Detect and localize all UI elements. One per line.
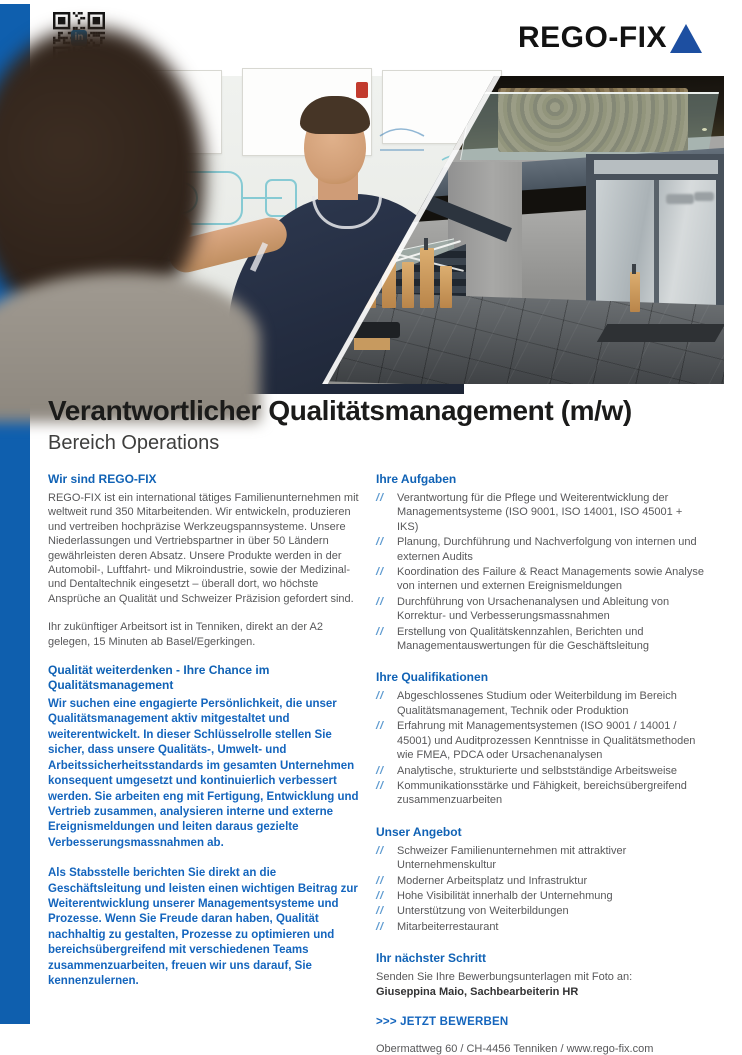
list-item <box>376 764 704 778</box>
bullet-text: Kommunikationsstärke und Fähigkeit, bereichsübergreifend zusammenzuarbeiten <box>397 779 687 807</box>
pitch-text: Wir suchen eine engagierte Persönlichkeit, die unser Qualitätsmanagement aktiv mitgestaltet und weiterentwickelt. In dieser Schlüsselrolle stellen Sie sicher, dass unsere Qualitäts-, Umwelt- und Arbeitssicherheitsstandards im gesamten Unternehmen konsequent umgesetzt und kontinuierlich verbessert werden. Sie arbeiten eng mit Fertigung, Entwicklung und Vertrieb zusammen, analysieren interne und externe Ereignismeldungen und leiten daraus gezielte Verbesserungsmassnahmen ab. <box>48 698 359 849</box>
bullet-marker: // <box>376 536 385 549</box>
offer-list <box>376 844 704 934</box>
column-right <box>376 472 704 1055</box>
bullet-marker: // <box>376 889 385 902</box>
list-item <box>376 625 704 654</box>
bullet-text: Verantwortung für die Pflege und Weiterentwicklung der Managementsysteme (ISO 9001, ISO 14001, ISO 45001 + IKS) <box>397 492 683 533</box>
section-next-step <box>376 951 704 999</box>
bullet-marker: // <box>376 566 385 579</box>
bullet-marker: // <box>376 905 385 918</box>
company-address: Obermattweg 60 / CH-4456 Tenniken / www.rego-fix.com <box>376 1042 654 1055</box>
wooden-pedestal <box>440 266 452 308</box>
wooden-pedestal <box>420 248 434 308</box>
photo-collage <box>30 76 724 384</box>
bullet-marker: // <box>376 690 385 703</box>
section-title-next-step: Ihr nächster Schritt <box>376 951 487 966</box>
wooden-pedestal <box>402 262 414 308</box>
bullet-text: Abgeschlossenes Studium oder Weiterbildung im Bereich Qualitätsmanagement, Technik oder Produktion <box>397 690 677 717</box>
closing-text: Als Stabsstelle berichten Sie direkt an die Geschäftsleitung und leisten einen wichtigen Beitrag zur Weiterentwicklung unserer Managementsysteme und Prozesse. Wenn Sie Freude daran haben, Qualität nachhaltig zu gestalten, Prozesse zu optimieren und bereichsübergreifend mit verschiedenen Teams zusammenzuarbeiten, freuen wir uns darauf, Sie kennenzulernen. <box>48 867 358 987</box>
bullet-text: Erfahrung mit Managementsystemen (ISO 9001 / 14001 / 45001) und Auditprozessen Kenntnisse in Qualitätsmethoden wie FMEA, PDCA oder Ursachenanalysen <box>397 720 696 762</box>
page-subtitle: Bereich Operations <box>48 432 220 454</box>
parked-car <box>694 192 714 201</box>
section-title-chance: Qualität weiterdenken - Ihre Chance im Qualitätsmanagement <box>48 663 270 693</box>
wooden-pedestal <box>630 272 640 312</box>
stool-leg <box>354 338 390 350</box>
list-item <box>376 920 704 934</box>
door-transom <box>594 160 718 174</box>
bullet-marker: // <box>376 764 385 777</box>
list-item <box>376 889 704 903</box>
list-item <box>376 689 704 718</box>
bullet-text: Mitarbeiterrestaurant <box>397 920 499 933</box>
upper-glass-balustrade <box>460 92 719 160</box>
qualifications-list <box>376 689 704 807</box>
content-columns <box>48 472 704 1055</box>
list-item <box>376 844 704 873</box>
bullet-text: Unterstützung von Weiterbildungen <box>397 905 569 918</box>
section-offer <box>376 825 704 934</box>
column-left <box>48 472 360 1055</box>
section-title-offer: Unser Angebot <box>376 824 462 839</box>
logo-triangle-icon <box>670 24 702 53</box>
section-title-about: Wir sind REGO-FIX <box>48 472 157 486</box>
list-item <box>376 904 704 918</box>
list-item <box>376 779 704 808</box>
page-title: Verantwortlicher Qualitätsmanagement (m/w) <box>48 395 632 426</box>
door-divider <box>654 180 659 322</box>
tasks-list <box>376 491 704 653</box>
apply-now-link[interactable]: >>> JETZT BEWERBEN <box>376 1015 509 1028</box>
bullet-marker: // <box>376 779 385 792</box>
bullet-marker: // <box>376 492 385 504</box>
bullet-text: Moderner Arbeitsplatz und Infrastruktur <box>397 874 588 887</box>
bullet-text: Analytische, strukturierte und selbstständige Arbeitsweise <box>397 764 678 777</box>
application-instruction: Senden Sie Ihre Bewerbungsunterlagen mit Foto an: <box>376 971 633 984</box>
section-tasks <box>376 472 704 653</box>
bullet-marker: // <box>376 874 385 887</box>
logo-text: REGO-FIX <box>517 21 667 54</box>
bullet-marker: // <box>376 720 385 733</box>
section-qualifications <box>376 670 704 807</box>
list-item <box>376 719 704 762</box>
about-text: REGO-FIX ist ein international tätiges Familienunternehmen mit weltweit rund 350 Mitarbeitenden. Wir entwickeln, produzieren und vertreiben hochpräzise Werkzeugspannsysteme. Unsere Niederlassungen und Vertriebspartner in über 50 Ländern gewährleisten deren Absatz. Unsere Produkte werden in der Automobil-, Luftfahrt- und Mikroindustrie, sowie der Medizinal- und Dentaltechnik eingesetzt – überall dort, wo höchste Ansprüche an Qualität und Schweizer Präzision gefordert sind. <box>48 492 359 605</box>
display-product <box>632 264 636 274</box>
bullet-marker: // <box>376 920 385 933</box>
bullet-marker: // <box>376 625 385 638</box>
bullet-text: Durchführung von Ursachenanalysen und Ableitung von Korrektur- und Verbesserungsmassnahmen <box>397 595 670 623</box>
rego-fix-logo <box>518 22 702 54</box>
bullet-text: Hohe Visibilität innerhalb der Unternehmung <box>397 889 613 902</box>
parked-car <box>666 194 694 204</box>
contact-person: Giuseppina Maio, Sachbearbeiterin HR <box>376 985 579 998</box>
bullet-text: Erstellung von Qualitätskennzahlen, Berichten und Managementauswertungen für die Geschäftsleitung <box>397 625 649 653</box>
section-title-tasks: Ihre Aufgaben <box>376 472 457 486</box>
list-item <box>376 491 704 534</box>
title-block <box>48 394 704 456</box>
bullet-text: Planung, Durchführung und Nachverfolgung von internen und externen Audits <box>397 536 697 563</box>
section-title-qualifications: Ihre Qualifikationen <box>376 670 489 685</box>
bullet-text: Schweizer Familienunternehmen mit attraktiver Unternehmenskultur <box>397 844 627 872</box>
list-item <box>376 535 704 564</box>
bullet-marker: // <box>376 595 385 608</box>
location-text: Ihr zukünftiger Arbeitsort ist in Tenniken, direkt an der A2 gelegen, 15 Minuten ab Basel/Egerkingen. <box>48 621 323 648</box>
entrance-mat <box>597 324 725 342</box>
list-item <box>376 874 704 888</box>
list-item <box>376 565 704 594</box>
bullet-text: Koordination des Failure & React Managements sowie Analyse von internen und externen Ereignismeldungen <box>397 566 704 593</box>
bullet-marker: // <box>376 844 385 857</box>
list-item <box>376 595 704 624</box>
display-product <box>424 238 428 250</box>
